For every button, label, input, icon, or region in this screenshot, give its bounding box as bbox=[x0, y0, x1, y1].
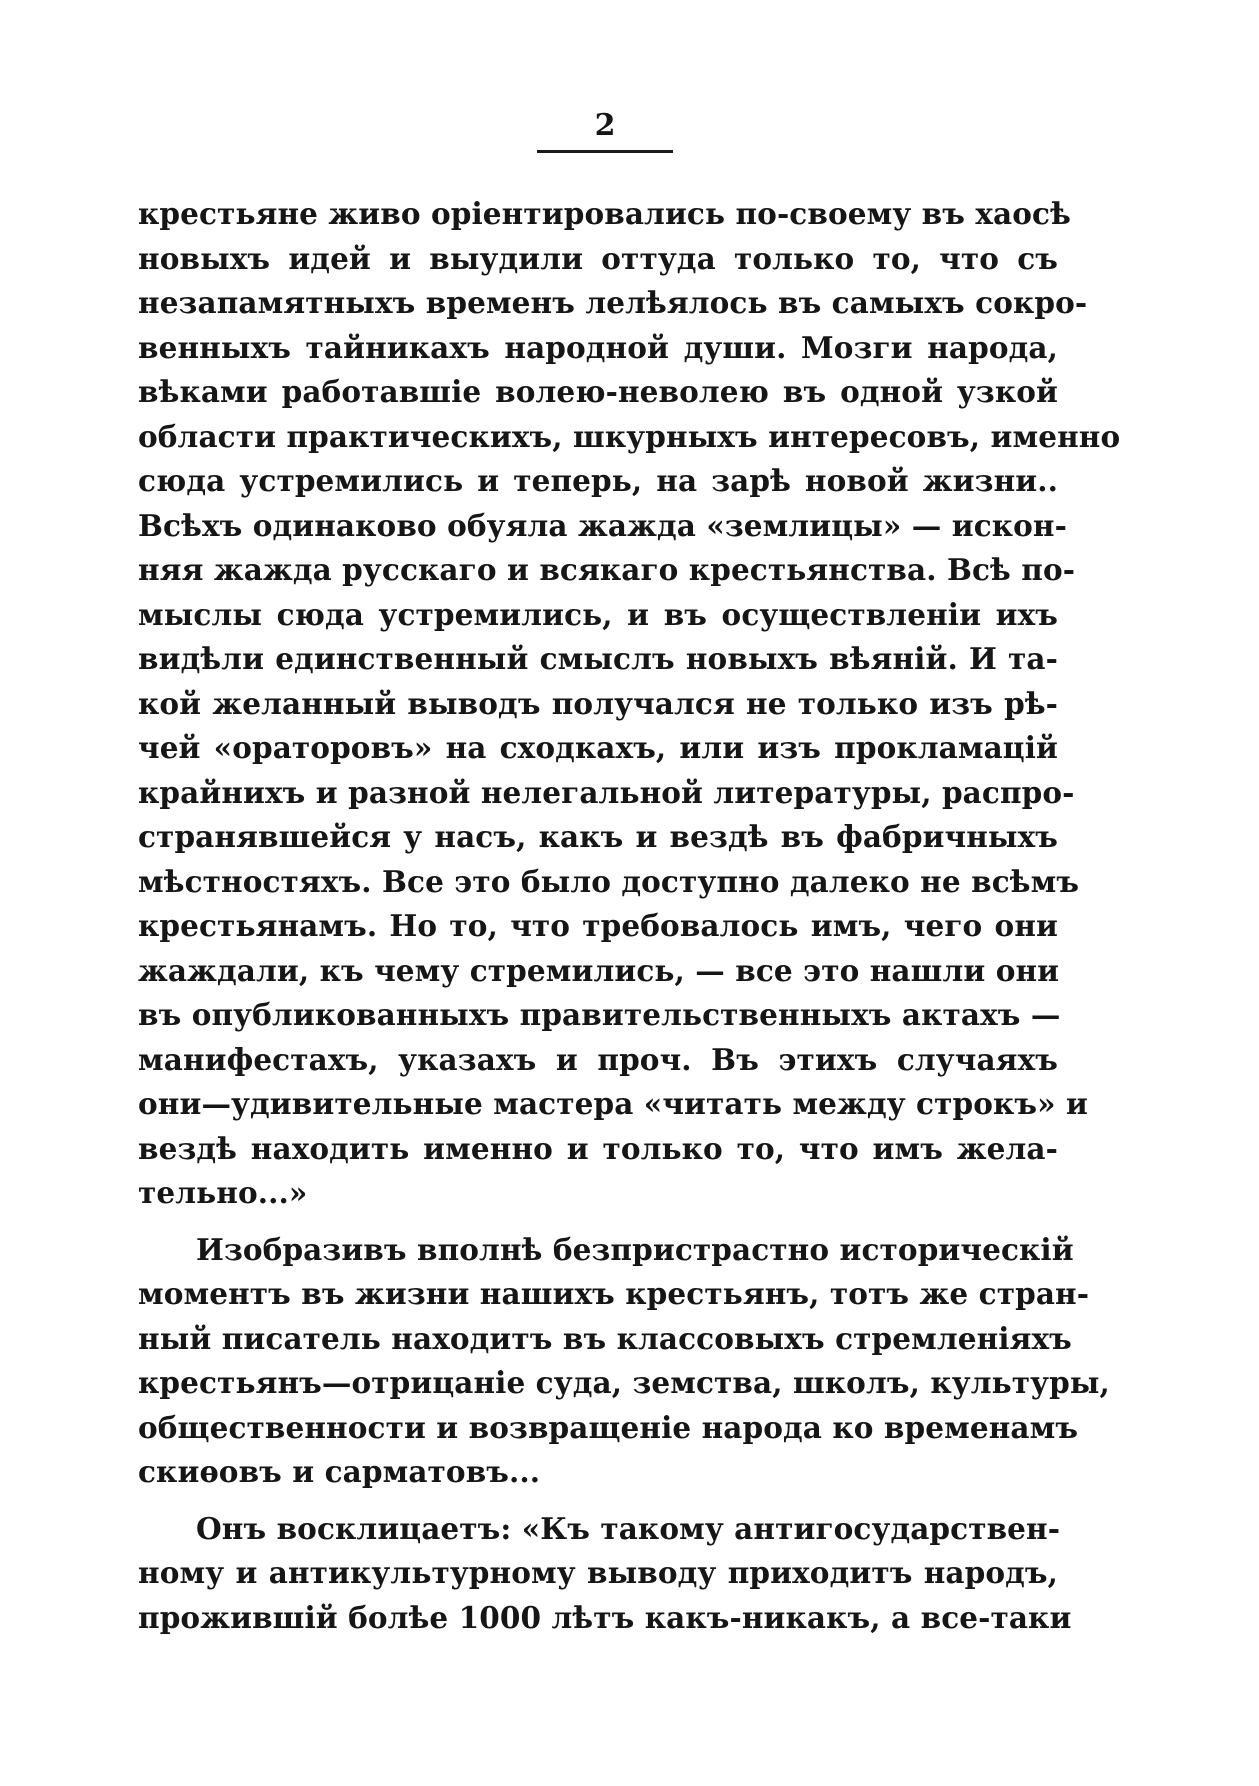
text-line: кой желанный выводъ получался не только изъ рѣ- bbox=[138, 685, 1058, 721]
text-line: моментъ въ жизни нашихъ крестьянъ, тотъ же стран- bbox=[138, 1276, 1090, 1311]
text-line: незапамятныхъ временъ лелѣялось въ самыхъ сокро- bbox=[138, 285, 1088, 320]
text-line: видѣли единственный смыслъ новыхъ вѣяній. И та- bbox=[138, 641, 1058, 676]
text-line: манифестахъ, указахъ и проч. Въ этихъ случаяхъ bbox=[138, 1041, 1058, 1077]
text-line: венныхъ тайникахъ народной души. Мозги народа, bbox=[138, 329, 1058, 365]
paragraph-1 bbox=[138, 192, 1121, 1216]
text-line: жаждали, къ чему стремились, — все это нашли они bbox=[138, 952, 1060, 988]
text-line: чей «ораторовъ» на сходкахъ, или изъ прокламацій bbox=[138, 730, 1058, 765]
text-line: вездѣ находить именно и только то, что имъ жела- bbox=[138, 1130, 1058, 1166]
paragraph-spacer bbox=[138, 1495, 1058, 1507]
text-line: скиѳовъ и сарматовъ... bbox=[138, 1454, 541, 1489]
text-line: крестьянъ—отрицаніе суда, земства, школъ, культуры, bbox=[138, 1365, 1110, 1400]
text-line: мыслы сюда устремились, и въ осуществленіи ихъ bbox=[138, 596, 1058, 632]
text-line: мѣстностяхъ. Все это было доступно далеко не всѣмъ bbox=[138, 863, 1080, 899]
text-line: ному и антикультурному выводу приходитъ народъ, bbox=[138, 1555, 1058, 1590]
text-line: тельно...» bbox=[138, 1175, 308, 1210]
text-line: они—удивительные мастера «читать между строкъ» и bbox=[138, 1086, 1089, 1121]
text-line: няя жажда русскаго и всякаго крестьянства. Всѣ по- bbox=[138, 552, 1076, 587]
text-line: Всѣхъ одинаково обуяла жажда «землицы» — искон- bbox=[138, 507, 1067, 543]
text-line: Изобразивъ вполнѣ безпристрастно историческій bbox=[196, 1231, 1074, 1267]
paragraph-3 bbox=[138, 1507, 1072, 1641]
text-line: крестьяне живо оріентировались по-своему въ хаосѣ bbox=[138, 196, 1071, 231]
text-line: крайнихъ и разной нелегальной литературы, распро- bbox=[138, 774, 1075, 810]
text-line: ный писатель находитъ въ классовыхъ стремленіяхъ bbox=[138, 1320, 1072, 1356]
text-line: крестьянамъ. Но то, что требовалось имъ, чего они bbox=[138, 908, 1058, 943]
paragraph-2 bbox=[138, 1228, 1110, 1495]
text-line: Онъ восклицаетъ: «Къ такому антигосударствен- bbox=[196, 1510, 1061, 1546]
page-number-rule bbox=[537, 150, 673, 153]
text-line: общественности и возвращеніе народа ко временамъ bbox=[138, 1409, 1079, 1445]
text-line: странявшейся у насъ, какъ и вездѣ въ фабричныхъ bbox=[138, 819, 1058, 854]
paragraph-spacer bbox=[138, 1216, 1058, 1228]
text-line: новыхъ идей и выудили оттуда только то, что съ bbox=[138, 240, 1058, 276]
text-line: сюда устремились и теперь, на зарѣ новой жизни.. bbox=[138, 463, 1058, 498]
text-line: вѣками работавшіе волею-неволею въ одной узкой bbox=[138, 374, 1058, 409]
text-line: области практическихъ, шкурныхъ интересовъ, именно bbox=[138, 418, 1121, 454]
text-line: прожившій болѣе 1000 лѣтъ какъ-никакъ, а все-таки bbox=[138, 1599, 1072, 1635]
text-line: въ опубликованныхъ правительственныхъ актахъ — bbox=[138, 997, 1061, 1032]
body-text bbox=[138, 192, 1121, 1640]
page-number: 2 bbox=[594, 108, 616, 143]
